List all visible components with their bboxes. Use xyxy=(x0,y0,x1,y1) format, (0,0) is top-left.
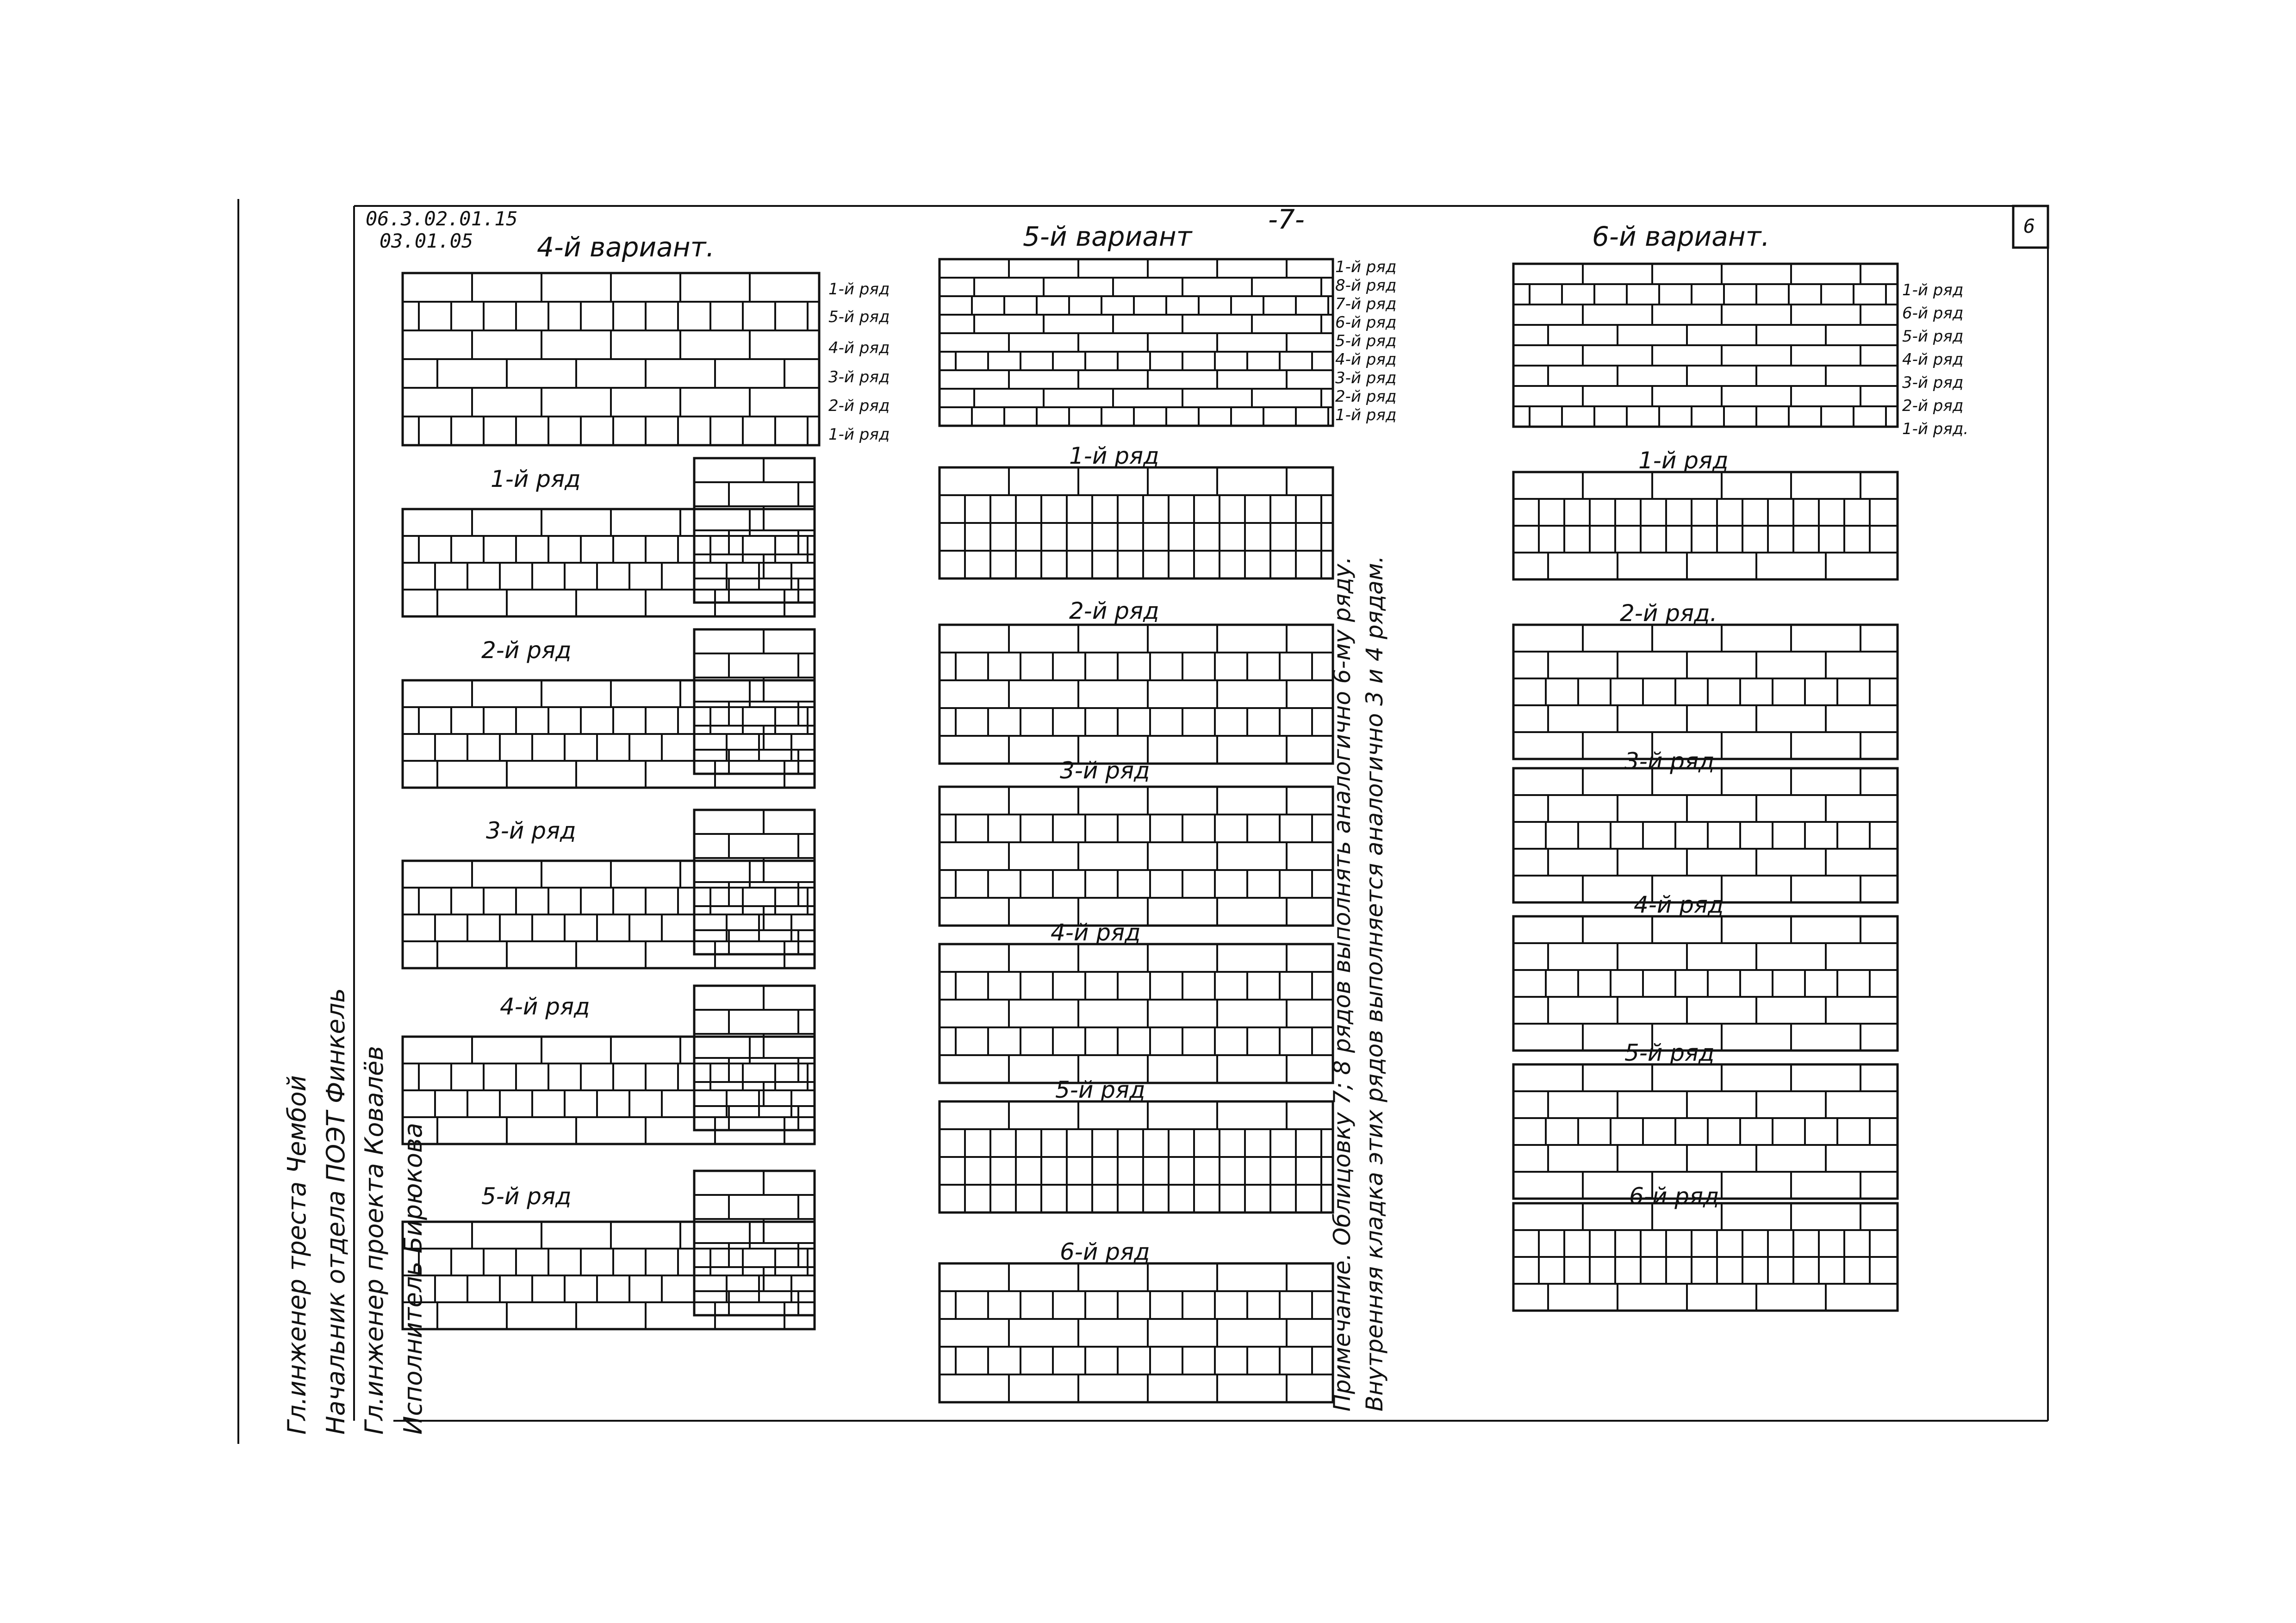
v5-row-plan xyxy=(940,625,1333,764)
v5-side-label: 6-й ряд xyxy=(1335,313,1397,332)
v6-row-plan xyxy=(1513,1064,1898,1199)
page-marker: -7- xyxy=(1268,204,1305,235)
v6-row-title: 6-й ряд xyxy=(1629,1183,1719,1210)
masonry-drawings xyxy=(403,259,1898,1402)
signature-line: Гл.инженер проекта Ковалёв xyxy=(360,1045,389,1435)
v5-elevation xyxy=(940,259,1333,426)
v5-row-plan xyxy=(940,944,1333,1083)
v5-row-plan xyxy=(940,787,1333,926)
v5-row-title: 3-й ряд xyxy=(1060,757,1150,784)
v4-row-title: 4-й ряд xyxy=(500,993,590,1020)
v6-side-label: 4-й ряд xyxy=(1902,350,1964,369)
variant-6-title: 6-й вариант. xyxy=(1592,221,1770,252)
v6-side-label: 6-й ряд xyxy=(1902,304,1964,323)
signature-block xyxy=(278,988,433,1435)
v4-side-label: 5-й ряд xyxy=(828,308,890,326)
v5-side-label: 1-й ряд xyxy=(1335,406,1397,424)
sheet-number: 6 xyxy=(2023,215,2035,237)
v4-side-label: 1-й ряд xyxy=(828,280,890,298)
v5-side-label: 1-й ряд xyxy=(1335,258,1397,276)
v5-side-label: 7-й ряд xyxy=(1335,295,1397,313)
v6-side-label: 2-й ряд xyxy=(1902,397,1964,415)
v5-side-label: 5-й ряд xyxy=(1335,332,1397,350)
v6-row-plan xyxy=(1513,768,1898,902)
v4-row-title: 2-й ряд xyxy=(481,637,572,664)
v6-side-label: 5-й ряд xyxy=(1902,327,1964,346)
v6-side-label: 3-й ряд xyxy=(1902,373,1964,392)
v5-side-label: 4-й ряд xyxy=(1335,350,1397,369)
v5-row-title: 1-й ряд xyxy=(1069,442,1159,469)
v4-row-title: 1-й ряд xyxy=(491,466,581,492)
v5-side-label: 8-й ряд xyxy=(1335,276,1397,295)
signature-line: Начальник отдела ПОЭТ Финкель xyxy=(321,988,350,1435)
variant-4-title: 4-й вариант. xyxy=(537,231,715,263)
v6-row-title: 1-й ряд xyxy=(1638,447,1729,474)
signature-line: Гл.инженер треста Чембой xyxy=(282,1075,311,1435)
variant-5-title: 5-й вариант xyxy=(1023,221,1192,252)
v6-row-title: 5-й ряд xyxy=(1624,1039,1715,1066)
v4-side-label: 4-й ряд xyxy=(828,339,890,357)
v6-row-plan xyxy=(1513,625,1898,759)
v6-row-plan xyxy=(1513,916,1898,1051)
v5-row-plan xyxy=(940,1263,1333,1402)
v5-row-title: 5-й ряд xyxy=(1055,1076,1145,1103)
v5-row-title: 4-й ряд xyxy=(1051,919,1141,946)
v6-row-title: 3-й ряд xyxy=(1624,748,1715,775)
v5-side-label: 2-й ряд xyxy=(1335,387,1397,406)
v6-side-label: 1-й ряд xyxy=(1902,281,1964,299)
v5-row-title: 6-й ряд xyxy=(1060,1238,1150,1265)
v6-row-title: 2-й ряд. xyxy=(1620,600,1717,627)
v4-side-label: 2-й ряд xyxy=(828,397,890,415)
note-block xyxy=(1326,556,1391,1412)
signature-line: Исполнитель Бирюкова xyxy=(398,1123,428,1435)
note-line: Примечание. Облицовку 7; 8 рядов выполнять аналогично 6-му ряду. xyxy=(1329,556,1356,1412)
note-line: Внутренняя кладка этих рядов выполняется аналогично 3 и 4 рядам. xyxy=(1361,555,1388,1412)
v6-side-label: 1-й ряд. xyxy=(1902,420,1969,438)
v4-row-title: 5-й ряд xyxy=(481,1183,572,1210)
v4-row-title: 3-й ряд xyxy=(486,817,576,844)
v6-row-title: 4-й ряд xyxy=(1634,891,1724,918)
document-code: 06.3.02.01.15 xyxy=(366,207,518,230)
v4-side-label: 1-й ряд xyxy=(828,425,890,444)
v5-side-label: 3-й ряд xyxy=(1335,369,1397,387)
document-subcode: 03.01.05 xyxy=(380,230,473,252)
v4-side-label: 3-й ряд xyxy=(828,368,890,386)
v5-row-title: 2-й ряд xyxy=(1069,597,1159,624)
